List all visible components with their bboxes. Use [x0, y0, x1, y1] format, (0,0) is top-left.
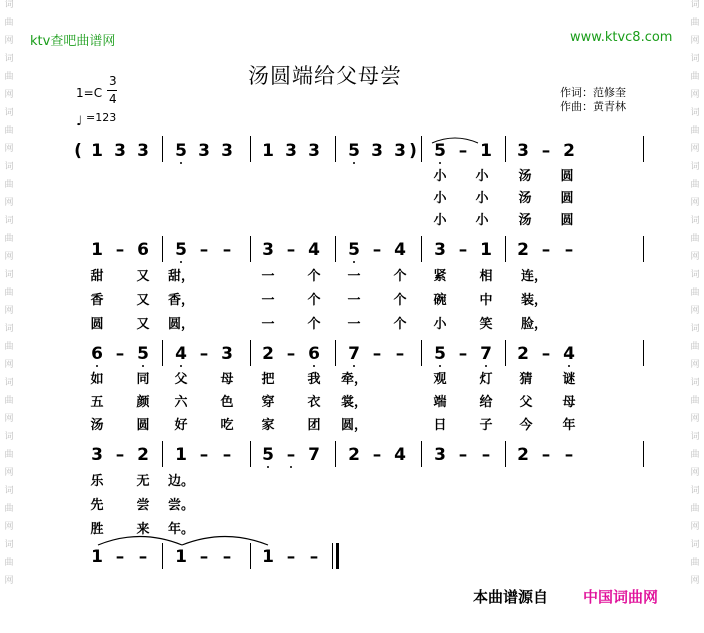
dash: –	[222, 240, 232, 260]
lyric: 穿	[261, 395, 275, 410]
lyric: 先	[90, 498, 104, 513]
dash: –	[372, 445, 382, 465]
side-watermark-char: 曲	[4, 126, 14, 136]
side-watermark-char: 曲	[690, 234, 700, 244]
tie-arc	[182, 537, 268, 546]
note: 4	[563, 344, 575, 364]
dash: –	[199, 445, 209, 465]
note: 7	[348, 344, 360, 364]
note: 2	[563, 141, 575, 161]
side-watermark-char: 词	[690, 108, 700, 118]
lyric: 汤	[90, 418, 104, 433]
side-watermark-char: 网	[690, 522, 700, 532]
lyric: 小	[475, 191, 489, 206]
note: 4	[308, 240, 320, 260]
note: 2	[262, 344, 274, 364]
source-prefix: 本曲谱源自	[473, 588, 549, 606]
lyric: 汤	[518, 191, 532, 206]
lyric: 个	[393, 293, 407, 308]
side-watermark-char: 曲	[4, 558, 14, 568]
lyric: 尝	[136, 498, 150, 513]
side-watermark-char: 词	[4, 0, 14, 10]
key-signature: 1=C	[76, 86, 103, 100]
note: 3	[308, 141, 320, 161]
side-watermark-char: 曲	[690, 342, 700, 352]
lyric: 一	[347, 317, 361, 332]
side-watermark-char: 词	[4, 486, 14, 496]
lyric: 一	[347, 269, 361, 284]
side-watermark-char: 网	[690, 306, 700, 316]
side-watermark-char: 曲	[690, 72, 700, 82]
dash: –	[541, 445, 551, 465]
side-watermark-char: 曲	[4, 450, 14, 460]
side-watermark-char: 词	[690, 540, 700, 550]
lyric: 圆	[90, 317, 104, 332]
lyric: 吃	[220, 418, 234, 433]
note: 5	[175, 240, 187, 260]
side-watermark-char: 词	[4, 432, 14, 442]
watermark-left: ktv查吧曲谱网	[30, 34, 116, 49]
dash: –	[541, 240, 551, 260]
dash: –	[199, 344, 209, 364]
note: 3	[517, 141, 529, 161]
lyric: 裳，	[340, 395, 368, 410]
note: 1	[262, 141, 274, 161]
side-watermark-char: 曲	[4, 72, 14, 82]
lyric: 乐	[90, 474, 104, 489]
close-paren: )	[409, 141, 417, 161]
lyric: 笑	[479, 317, 493, 332]
lyric: 碗	[433, 293, 447, 308]
note: 5	[175, 141, 187, 161]
side-watermark-char: 曲	[4, 18, 14, 28]
lyric: 一	[261, 317, 275, 332]
side-watermark-char: 词	[4, 270, 14, 280]
lyric: 圆，	[167, 317, 195, 332]
note: 2	[137, 445, 149, 465]
note: 1	[175, 445, 187, 465]
side-watermark-char: 词	[4, 108, 14, 118]
lyric: 装，	[520, 293, 548, 308]
note: 1	[91, 547, 103, 567]
side-watermark-char: 曲	[4, 504, 14, 514]
lyricist-credit: 作词：范修奎	[560, 86, 626, 99]
dash: –	[458, 240, 468, 260]
note: 3	[221, 344, 233, 364]
side-watermark-char: 曲	[690, 18, 700, 28]
lyric: 个	[393, 269, 407, 284]
dash: –	[541, 141, 551, 161]
lyric: 今	[519, 418, 533, 433]
note: 7	[308, 445, 320, 465]
lyric: 小	[433, 213, 447, 228]
note: 2	[517, 240, 529, 260]
lyric: 汤	[518, 169, 532, 184]
side-watermark-char: 曲	[4, 288, 14, 298]
lyric: 小	[475, 213, 489, 228]
tempo: =123	[86, 111, 117, 124]
side-watermark-char: 网	[4, 198, 14, 208]
lyric: 同	[136, 372, 150, 387]
side-watermark-char: 网	[690, 144, 700, 154]
side-watermark-char: 曲	[690, 126, 700, 136]
lyric: 团	[307, 418, 321, 433]
lyric: 一	[347, 293, 361, 308]
side-watermark-char: 网	[4, 522, 14, 532]
lyric: 灯	[479, 372, 493, 387]
note: 5	[434, 344, 446, 364]
lyric: 色	[220, 395, 234, 410]
side-watermark-char: 网	[4, 414, 14, 424]
lyric: 圆	[560, 169, 574, 184]
composer-credit: 作曲：黄青林	[560, 100, 626, 113]
side-watermark-char: 网	[4, 360, 14, 370]
lyric: 个	[307, 317, 321, 332]
side-watermark-char: 网	[690, 36, 700, 46]
open-paren: (	[74, 141, 82, 161]
note: 3	[114, 141, 126, 161]
lyric: 香，	[167, 293, 195, 308]
lyric: 日	[433, 418, 447, 433]
side-watermark-char: 网	[690, 252, 700, 262]
lyric: 小	[433, 169, 447, 184]
lyric: 端	[433, 395, 447, 410]
lyric: 六	[174, 395, 188, 410]
dash: –	[372, 240, 382, 260]
side-watermark-char: 词	[4, 540, 14, 550]
lyric: 好	[174, 418, 188, 433]
note: 1	[91, 240, 103, 260]
note: 1	[175, 547, 187, 567]
lyric: 如	[90, 372, 104, 387]
dash: –	[115, 445, 125, 465]
lyric: 给	[479, 395, 493, 410]
lyric: 汤	[518, 213, 532, 228]
lyric: 我	[307, 372, 321, 387]
lyric: 中	[479, 293, 493, 308]
lyric: 小	[433, 317, 447, 332]
dash: –	[115, 344, 125, 364]
lyric: 猜	[519, 372, 533, 387]
side-watermark-char: 曲	[4, 180, 14, 190]
dash: –	[199, 240, 209, 260]
source-site: 中国词曲网	[583, 588, 659, 606]
lyric: 连，	[520, 269, 548, 284]
side-watermark-char: 网	[690, 468, 700, 478]
note: 3	[285, 141, 297, 161]
note: 2	[517, 445, 529, 465]
dash: –	[286, 344, 296, 364]
note: 3	[434, 240, 446, 260]
lyric: 甜，	[167, 269, 195, 284]
side-watermark-char: 网	[4, 306, 14, 316]
note: 7	[480, 344, 492, 364]
lyric: 母	[220, 372, 234, 387]
dash: –	[372, 344, 382, 364]
dash: –	[309, 547, 319, 567]
side-watermark-char: 词	[690, 162, 700, 172]
side-watermark-char: 网	[4, 252, 14, 262]
lyric: 母	[562, 395, 576, 410]
lyric: 父	[174, 372, 188, 387]
side-watermark-char: 曲	[690, 180, 700, 190]
note: 3	[394, 141, 406, 161]
dash: –	[286, 445, 296, 465]
lyric: 年。	[167, 522, 195, 537]
lyric: 紧	[433, 269, 447, 284]
lyric: 又	[136, 293, 150, 308]
dash: –	[458, 445, 468, 465]
lyric: 相	[479, 269, 493, 284]
dash: –	[541, 344, 551, 364]
dash: –	[115, 240, 125, 260]
dash: –	[564, 240, 574, 260]
dash: –	[222, 445, 232, 465]
side-watermark-char: 曲	[4, 234, 14, 244]
lyric: 圆	[136, 418, 150, 433]
side-watermark-char: 词	[690, 216, 700, 226]
side-watermark-char: 词	[690, 486, 700, 496]
watermark-right: www.ktvc8.com	[570, 30, 673, 45]
side-watermark-char: 网	[4, 90, 14, 100]
note: 5	[348, 240, 360, 260]
lyric: 又	[136, 317, 150, 332]
note: 3	[221, 141, 233, 161]
side-watermark-char: 曲	[4, 342, 14, 352]
note: 2	[517, 344, 529, 364]
side-watermark-char: 曲	[690, 396, 700, 406]
note: 5	[137, 344, 149, 364]
note: 3	[371, 141, 383, 161]
lyric: 圆	[560, 191, 574, 206]
side-watermark-char: 词	[4, 324, 14, 334]
lyric: 个	[307, 293, 321, 308]
lyric: 家	[261, 418, 275, 433]
note: 1	[91, 141, 103, 161]
lyric: 一	[261, 269, 275, 284]
note: 5	[434, 141, 446, 161]
note: 4	[175, 344, 187, 364]
side-watermark-char: 词	[690, 378, 700, 388]
lyric: 一	[261, 293, 275, 308]
dash: –	[199, 547, 209, 567]
note: 6	[137, 240, 149, 260]
lyric: 又	[136, 269, 150, 284]
time-denominator: 4	[109, 92, 117, 106]
lyric: 小	[475, 169, 489, 184]
side-watermark-char: 词	[690, 0, 700, 10]
side-watermark-char: 网	[4, 576, 14, 586]
side-watermark-char: 网	[690, 576, 700, 586]
lyric: 父	[519, 395, 533, 410]
dash: –	[138, 547, 148, 567]
lyric: 来	[136, 522, 150, 537]
side-watermark-char: 词	[690, 324, 700, 334]
lyric: 小	[433, 191, 447, 206]
side-watermark-char: 曲	[4, 396, 14, 406]
lyric: 香	[90, 293, 104, 308]
side-watermark-char: 网	[690, 414, 700, 424]
lyric: 观	[433, 372, 447, 387]
note: 1	[262, 547, 274, 567]
time-numerator: 3	[109, 74, 117, 88]
dash: –	[481, 445, 491, 465]
side-watermark-char: 词	[690, 270, 700, 280]
dash: –	[458, 344, 468, 364]
dash: –	[458, 141, 468, 161]
lyric: 脸，	[520, 317, 548, 332]
note: 4	[394, 445, 406, 465]
lyric: 衣	[307, 395, 321, 410]
side-watermark-char: 词	[4, 378, 14, 388]
dash: –	[222, 547, 232, 567]
dash: –	[286, 547, 296, 567]
lyric: 五	[90, 395, 104, 410]
lyric: 无	[136, 474, 150, 489]
side-watermark-char: 词	[4, 162, 14, 172]
note: 3	[434, 445, 446, 465]
side-watermark-char: 词	[690, 432, 700, 442]
score-title: 汤圆端给父母尝	[248, 64, 402, 88]
side-watermark-char: 词	[690, 54, 700, 64]
side-watermark-char: 曲	[690, 504, 700, 514]
lyric: 个	[393, 317, 407, 332]
side-watermark-char: 网	[4, 468, 14, 478]
dash: –	[115, 547, 125, 567]
note: 5	[348, 141, 360, 161]
lyric: 牵，	[340, 372, 368, 387]
lyric: 甜	[90, 269, 104, 284]
side-watermark-char: 曲	[690, 450, 700, 460]
side-watermark-char: 网	[690, 198, 700, 208]
lyric: 尝。	[167, 498, 195, 513]
lyric: 颜	[136, 395, 150, 410]
note: 3	[262, 240, 274, 260]
side-watermark-char: 曲	[690, 288, 700, 298]
note: 3	[91, 445, 103, 465]
lyric: 个	[307, 269, 321, 284]
note: 3	[137, 141, 149, 161]
lyric: 边。	[167, 474, 195, 489]
lyric: 圆，	[340, 418, 368, 433]
note: 5	[262, 445, 274, 465]
note: 3	[198, 141, 210, 161]
note: 6	[91, 344, 103, 364]
lyric: 圆	[560, 213, 574, 228]
dash: –	[395, 344, 405, 364]
tie-arc	[98, 537, 182, 546]
note: 1	[480, 141, 492, 161]
lyric: 把	[261, 372, 275, 387]
dash: –	[286, 240, 296, 260]
side-watermark-char: 网	[690, 360, 700, 370]
note: 2	[348, 445, 360, 465]
side-watermark-char: 词	[4, 216, 14, 226]
dash: –	[564, 445, 574, 465]
note: 1	[480, 240, 492, 260]
quarter-note-icon: ♩	[76, 114, 83, 129]
lyric: 谜	[562, 372, 576, 387]
note: 4	[394, 240, 406, 260]
lyric: 年	[562, 418, 576, 433]
note: 6	[308, 344, 320, 364]
side-watermark-char: 词	[4, 54, 14, 64]
lyric: 子	[479, 418, 493, 433]
lyric: 胜	[90, 522, 104, 537]
side-watermark-char: 网	[4, 144, 14, 154]
slur-arc	[432, 138, 478, 143]
side-watermark-char: 网	[4, 36, 14, 46]
side-watermark-char: 网	[690, 90, 700, 100]
side-watermark-char: 曲	[690, 558, 700, 568]
